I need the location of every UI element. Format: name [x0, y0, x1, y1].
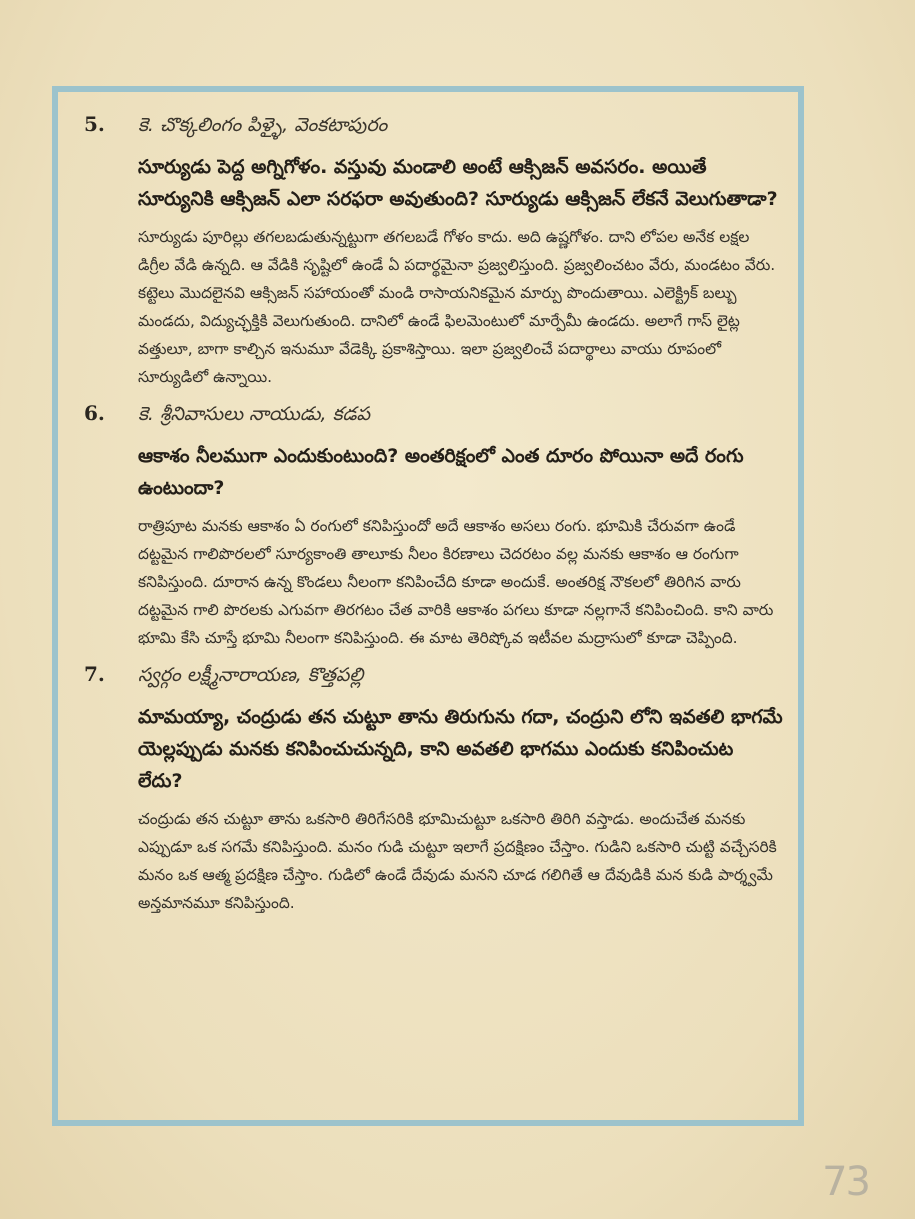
question-text: ఆకాశం నీలముగా ఎందుకుంటుంది? అంతరిక్షంలో ఎంత దూరం పోయినా అదే రంగు ఉంటుందా? [138, 445, 744, 499]
question-text: సూర్యుడు పెద్ద అగ్నిగోళం. వస్తువు మండాలి అంటే ఆక్సిజన్ అవసరం. అయితే సూర్యునికి ఆక్సిజన్ ఎలా సరఫరా అవుతుంది? సూర్యుడు ఆక్సిజన్ లేకనే వెలుగుతాడా? [138, 156, 778, 210]
qa-item-7 [84, 662, 784, 917]
question-number: 6. [84, 401, 105, 425]
asker-name: కె. శ్రీనివాసులు నాయుడు, కడప [138, 403, 371, 425]
answer-text: రాత్రిపూట మనకు ఆకాశం ఏ రంగులో కనిపిస్తుందో అదే ఆకాశం అసలు రంగు. భూమికి చేరువగా ఉండే దట్టమైన గాలిపొరలలో సూర్యకాంతి తాలూకు నీలం కిరణాలు చెదరటం వల్ల మనకు ఆకాశం ఆ రంగుగా కనిపిస్తుంది. దూరాన ఉన్న కొండలు నీలంగా కనిపించేది కూడా అందుకే. అంతరిక్ష నౌకలలో తిరిగిన వారు దట్టమైన గాలి పొరలకు ఎగువగా తిరగటం చేత వారికి ఆకాశం పగలు కూడా నల్లగానే కనిపించింది. కాని వారు భూమి కేసి చూస్తే భూమి నీలంగా కనిపిస్తుంది. ఈ మాట తెరిష్కోవ ఇటీవల మద్రాసులో కూడా చెప్పింది. [138, 517, 774, 647]
question-header [84, 662, 784, 691]
answer-text: సూర్యుడు పూరిల్లు తగలబడుతున్నట్టుగా తగలబడే గోళం కాదు. అది ఉష్ణగోళం. దాని లోపల అనేక లక్షల డిగ్రీల వేడి ఉన్నది. ఆ వేడికి సృష్టిలో ఉండే ఏ పదార్థమైనా ప్రజ్వలిస్తుంది. ప్రజ్వలించటం వేరు, మండటం వేరు. కట్టెలు మొదలైనవి ఆక్సిజన్ సహాయంతో మండి రాసాయనికమైన మార్పు పొందుతాయి. ఎలెక్ట్రిక్ బల్బు మండదు, విద్యుచ్ఛక్తికి వెలుగుతుంది. దానిలో ఉండే ఫిలమెంటులో మార్పేమీ ఉండదు. అలాగే గాస్ లైట్ల వత్తులూ, బాగా కాల్చిన ఇనుమూ వేడెక్కి ప్రకాశిస్తాయి. ఇలా ప్రజ్వలించే పదార్థాలు వాయు రూపంలో సూర్యుడిలో ఉన్నాయి. [138, 228, 776, 386]
qa-item-6 [84, 401, 784, 652]
question-number: 7. [84, 662, 105, 686]
asker-name: స్వర్గం లక్ష్మీనారాయణ, కొత్తపల్లి [138, 664, 364, 686]
answer-text: చంద్రుడు తన చుట్టూ తాను ఒకసారి తిరిగేసరికి భూమిచుట్టూ ఒకసారి తిరిగి వస్తాడు. అందుచేత మనకు ఎప్పుడూ ఒక సగమే కనిపిస్తుంది. మనం గుడి చుట్టూ ఇలాగే ప్రదక్షిణం చేస్తాం. గుడిని ఒకసారి చుట్టి వచ్చేసరికి మనం ఒక ఆత్మ ప్రదక్షిణ చేస్తాం. గుడిలో ఉండే దేవుడు మనని చూడ గలిగితే ఆ దేవుడికి మన కుడి పార్శ్వమే అన్తమానమూ కనిపిస్తుంది. [138, 810, 777, 912]
qa-column [84, 112, 784, 927]
qa-item-5 [84, 112, 784, 391]
asker-name: కె. చొక్కలింగం పిళ్ళై, వెంకటాపురం [138, 114, 388, 136]
question-header [84, 401, 784, 430]
question-header [84, 112, 784, 141]
page-number: 73 [822, 1159, 869, 1205]
question-number: 5. [84, 112, 105, 136]
question-text: మామయ్యా, చంద్రుడు తన చుట్టూ తాను తిరుగును గదా, చంద్రుని లోని ఇవతలి భాగమే యెల్లప్పుడు మనకు కనిపించుచున్నది, కాని అవతలి భాగము ఎందుకు కనిపించుట లేదు? [138, 706, 783, 792]
